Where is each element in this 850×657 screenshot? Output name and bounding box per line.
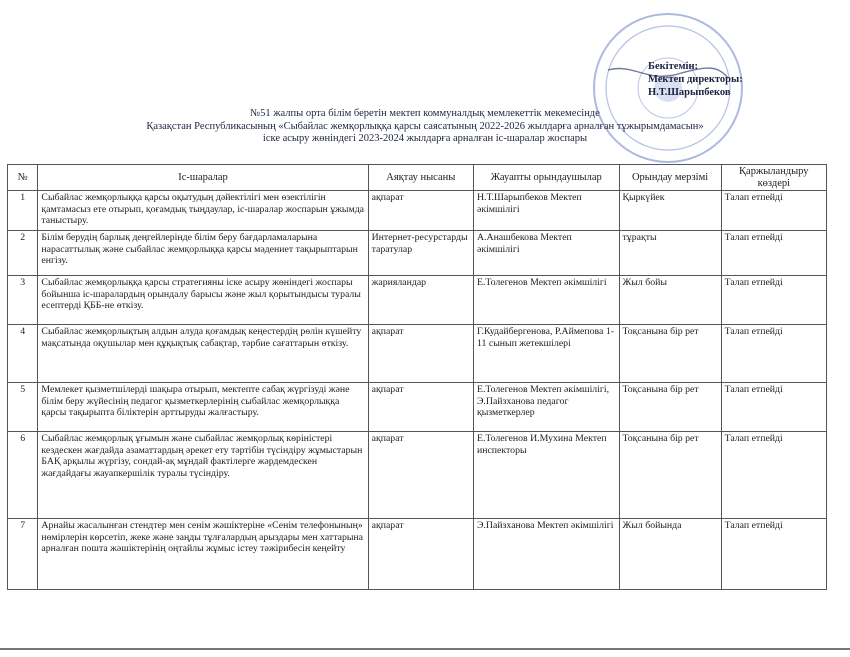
table-row — [8, 231, 827, 276]
row-funding: Талап етпейді — [721, 325, 826, 383]
row-number: 7 — [8, 519, 38, 590]
row-term: Жыл бойында — [619, 519, 721, 590]
row-number: 2 — [8, 231, 38, 276]
row-responsible: Э.Пайзханова Мектеп әкімшілігі — [473, 519, 619, 590]
table-header-row — [8, 165, 827, 191]
row-form: ақпарат — [368, 432, 473, 519]
row-number: 3 — [8, 276, 38, 325]
row-term: Тоқсанына бір рет — [619, 325, 721, 383]
row-form: ақпарат — [368, 519, 473, 590]
row-funding: Талап етпейді — [721, 519, 826, 590]
row-event: Сыбайлас жемқорлыққа қарсы оқытудың дәйектілігі мен өзектілігін қамтамасыз ете отырып, қоғамдық тыңдаулар, іс-шаралар жоспарын ұжымда таныстыру. — [38, 191, 368, 231]
row-funding: Талап етпейді — [721, 191, 826, 231]
header-number: № — [8, 165, 38, 191]
table-row — [8, 276, 827, 325]
row-form: ақпарат — [368, 191, 473, 231]
row-event: Білім берудің барлық деңгейлерінде білім беру бағдарламаларына нарасаттылық және сыбайлас жемқорлыққа қарсы мәдениет тақырыптарын енгізу. — [38, 231, 368, 276]
row-event: Сыбайлас жемқорлыққа қарсы стратегияны іске асыру жөніндегі жоспары бойынша іс-шаралардың орындалу барысы және жыл қорытындысы туралы есептерді ҚББ-не өткізу. — [38, 276, 368, 325]
header-term: Орындау мерзімі — [619, 165, 721, 191]
row-number: 4 — [8, 325, 38, 383]
row-term: Тоқсанына бір рет — [619, 432, 721, 519]
row-funding: Талап етпейді — [721, 383, 826, 432]
row-term: Қыркүйек — [619, 191, 721, 231]
heading-line-3: іске асыру жөніндегі 2023-2024 жылдарға арналған іс-шаралар жоспары — [262, 133, 588, 144]
table-row — [8, 383, 827, 432]
row-form: ақпарат — [368, 325, 473, 383]
row-responsible: Е.Толегенов Мектеп әкімшілігі — [473, 276, 619, 325]
plan-table — [7, 164, 827, 590]
header-event: Іс-шаралар — [38, 165, 368, 191]
row-term: Жыл бойы — [619, 276, 721, 325]
table-row — [8, 191, 827, 231]
header-funding: Қаржыландыру көздері — [721, 165, 826, 191]
row-form: ақпарат — [368, 383, 473, 432]
row-responsible: А.Анашбекова Мектеп әкімшілігі — [473, 231, 619, 276]
row-event: Сыбайлас жемқорлық ұғымын және сыбайлас жемқорлық көріністері кездескен жағдайда азаматтардың әрекет ету тәртібін түсіндіру жұмыстарын БАҚ арқылы жүргізу, сондай-ақ мұндай фактілерге жәрдемдескен жағдайдағы жауапкершілік туралы түсіндіру. — [38, 432, 368, 519]
approval-title: Бекітемін: — [648, 61, 699, 72]
document-heading — [0, 108, 850, 146]
table-row — [8, 519, 827, 590]
row-funding: Талап етпейді — [721, 231, 826, 276]
header-form: Аяқтау нысаны — [368, 165, 473, 191]
page-bottom-rule — [0, 648, 850, 650]
row-funding: Талап етпейді — [721, 432, 826, 519]
row-form: жарияландар — [368, 276, 473, 325]
table-row — [8, 325, 827, 383]
row-event: Мемлекет қызметшілерді шақыра отырып, мектепте сабақ жүргізуді және білім беру жүйесінің педагог қызметкерлерінің сыбайлас жемқорлыққа қарсы тақырыпта біліктерін арттыруды жалғастыру. — [38, 383, 368, 432]
row-funding: Талап етпейді — [721, 276, 826, 325]
row-term: Тоқсанына бір рет — [619, 383, 721, 432]
row-term: тұрақты — [619, 231, 721, 276]
row-form: Интернет-ресурстарды таратулар — [368, 231, 473, 276]
row-event: Сыбайлас жемқорлықтың алдын алуда қоғамдық кеңестердің рөлін күшейту мақсатында оқушылар мен құқықтық сабақтар, тәрбие сағаттарын өткізу. — [38, 325, 368, 383]
row-responsible: Н.Т.Шарыпбеков Мектеп әкімшілігі — [473, 191, 619, 231]
approval-position: Мектеп директоры: — [648, 74, 743, 85]
approval-name: Н.Т.Шарыпбеков — [648, 87, 731, 98]
row-responsible: Е.Толегенов И.Мухина Мектеп инспекторы — [473, 432, 619, 519]
heading-line-1: №51 жалпы орта білім беретін мектеп коммуналдық мемлекеттік мекемесінде — [250, 108, 600, 119]
row-number: 1 — [8, 191, 38, 231]
header-responsible: Жауапты орындаушылар — [473, 165, 619, 191]
heading-line-2: Қазақстан Республикасының «Сыбайлас жемқорлыққа қарсы саясатының 2022-2026 жылдарға арналған тұжырымдамасын» — [146, 120, 704, 132]
table-row — [8, 432, 827, 519]
approval-block — [648, 60, 743, 99]
row-responsible: Г.Кудайбергенова, Р.Аймепова 1-11 сынып жетекшілері — [473, 325, 619, 383]
row-responsible: Е.Толегенов Мектеп әкімшілігі, Э.Пайзханова педагог қызметкерлер — [473, 383, 619, 432]
row-number: 6 — [8, 432, 38, 519]
row-number: 5 — [8, 383, 38, 432]
row-event: Арнайы жасалынған стендтер мен сенім жәшіктеріне «Сенім телефонының» нөмірлерін көрсетіп, жеке және заңды тұлғалардың арыздары мен хаттарына арналған пошта жәшіктерінің оңтайлы жұмыс істеу тәжірибесін кеңейту — [38, 519, 368, 590]
